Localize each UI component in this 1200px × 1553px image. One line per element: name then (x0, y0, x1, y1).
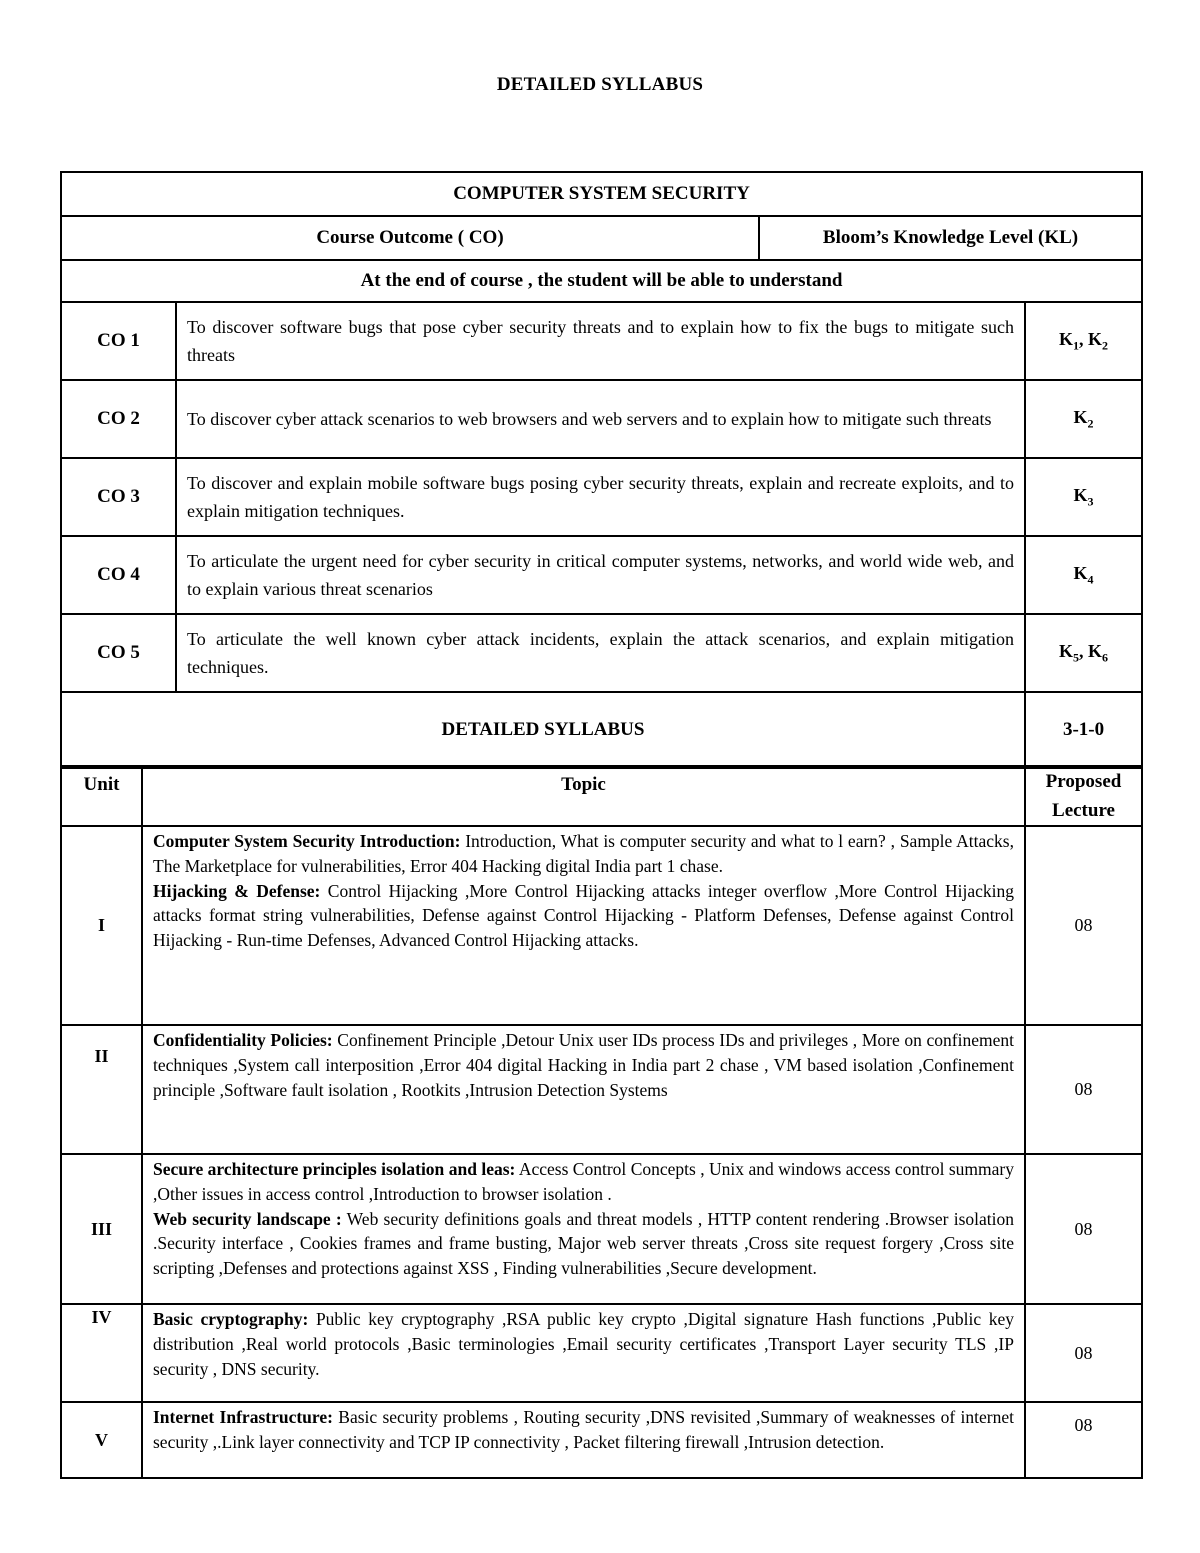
course-outcome-table (60, 171, 1143, 769)
unit-topic: Computer System Security Introduction: Introduction, What is computer security and what to l earn? , Sample Attacks, The Marketplace for vulnerabilities, Error 404 Hacking digital India part 1 chase. Hijacking & Defense: Control Hijacking ,More Control Hijacking attacks integer overflow ,More Control Hijacking attacks format string vulnerabilities, Defense against Control Hijacking - Platform Defenses, Defense against Control Hijacking - Run-time Defenses, Advanced Control Hijacking attacks. (142, 826, 1025, 1025)
co-row (61, 380, 1142, 458)
unit-row (61, 1304, 1142, 1402)
co-kl: $K_2$ (1025, 380, 1142, 458)
unit-topic: Internet Infrastructure: Basic security problems , Routing security ,DNS revisited ,Summary of weaknesses of internet security ,.Link layer connectivity and TCP IP connectivity , Packet filtering firewall ,Intrusion detection. (142, 1402, 1025, 1478)
unit-row (61, 826, 1142, 1025)
co-code: CO 3 (61, 458, 176, 536)
co-code: CO 5 (61, 614, 176, 692)
co-header: Course Outcome ( CO) (61, 216, 759, 260)
unit-row (61, 1025, 1142, 1154)
co-row (61, 458, 1142, 536)
unit-lectures: 08 (1025, 1304, 1142, 1402)
unit-lectures: 08 (1025, 1402, 1142, 1478)
syllabus-label: DETAILED SYLLABUS (61, 692, 1025, 768)
unit-lectures: 08 (1025, 1025, 1142, 1154)
co-kl: $K_4$ (1025, 536, 1142, 614)
co-kl: $K_3$ (1025, 458, 1142, 536)
unit-row (61, 1154, 1142, 1304)
kl-header: Bloom’s Knowledge Level (KL) (759, 216, 1142, 260)
syllabus-table (60, 765, 1143, 1479)
co-code: CO 4 (61, 536, 176, 614)
ltp-value: 3-1-0 (1025, 692, 1142, 768)
co-text: To discover cyber attack scenarios to web browsers and web servers and to explain how to mitigate such threats (176, 380, 1025, 458)
unit-number: III (61, 1154, 142, 1304)
course-name: COMPUTER SYSTEM SECURITY (61, 172, 1142, 216)
co-row (61, 536, 1142, 614)
co-text: To articulate the well known cyber attack incidents, explain the attack scenarios, and explain mitigation techniques. (176, 614, 1025, 692)
syllabus-header-row (61, 766, 1142, 826)
unit-lectures: 08 (1025, 1154, 1142, 1304)
unit-number: II (61, 1025, 142, 1154)
co-text: To discover and explain mobile software bugs posing cyber security threats, explain and recreate exploits, and to explain mitigation techniques. (176, 458, 1025, 536)
co-code: CO 2 (61, 380, 176, 458)
unit-number: IV (61, 1304, 142, 1402)
topic-column-header: Topic (142, 766, 1025, 826)
unit-topic: Confidentiality Policies: Confinement Principle ,Detour Unix user IDs process IDs and privileges , More on confinement techniques ,System call interposition ,Error 404 digital Hacking in India part 2 chase , VM based isolation ,Confinement principle ,Software fault isolation , Rootkits ,Intrusion Detection Systems (142, 1025, 1025, 1154)
course-intro: At the end of course , the student will be able to understand (61, 260, 1142, 302)
unit-row (61, 1402, 1142, 1478)
unit-column-header: Unit (61, 766, 142, 826)
co-text: To discover software bugs that pose cyber security threats and to explain how to fix the bugs to mitigate such threats (176, 302, 1025, 380)
document-title: DETAILED SYLLABUS (496, 74, 704, 95)
co-row (61, 302, 1142, 380)
unit-number: I (61, 826, 142, 1025)
unit-topic: Secure architecture principles isolation and leas: Access Control Concepts , Unix and windows access control summary ,Other issues in access control ,Introduction to browser isolation . Web security landscape : Web security definitions goals and threat models , HTTP content rendering .Browser isolation .Security interface , Cookies frames and frame busting, Major web server threats ,Cross site request forgery ,Cross site scripting ,Defenses and protections against XSS , Finding vulnerabilities ,Secure development. (142, 1154, 1025, 1304)
lecture-column-header: Proposed Lecture (1025, 766, 1142, 826)
co-code: CO 1 (61, 302, 176, 380)
co-text: To articulate the urgent need for cyber security in critical computer systems, networks, and world wide web, and to explain various threat scenarios (176, 536, 1025, 614)
co-row (61, 614, 1142, 692)
unit-lectures: 08 (1025, 826, 1142, 1025)
co-kl: $K_1$, $K_2$ (1025, 302, 1142, 380)
co-kl: $K_5$, $K_6$ (1025, 614, 1142, 692)
unit-topic: Basic cryptography: Public key cryptography ,RSA public key crypto ,Digital signature Hash functions ,Public key distribution ,Real world protocols ,Basic terminologies ,Email security certificates ,Transport Layer security TLS ,IP security , DNS security. (142, 1304, 1025, 1402)
unit-number: V (61, 1402, 142, 1478)
